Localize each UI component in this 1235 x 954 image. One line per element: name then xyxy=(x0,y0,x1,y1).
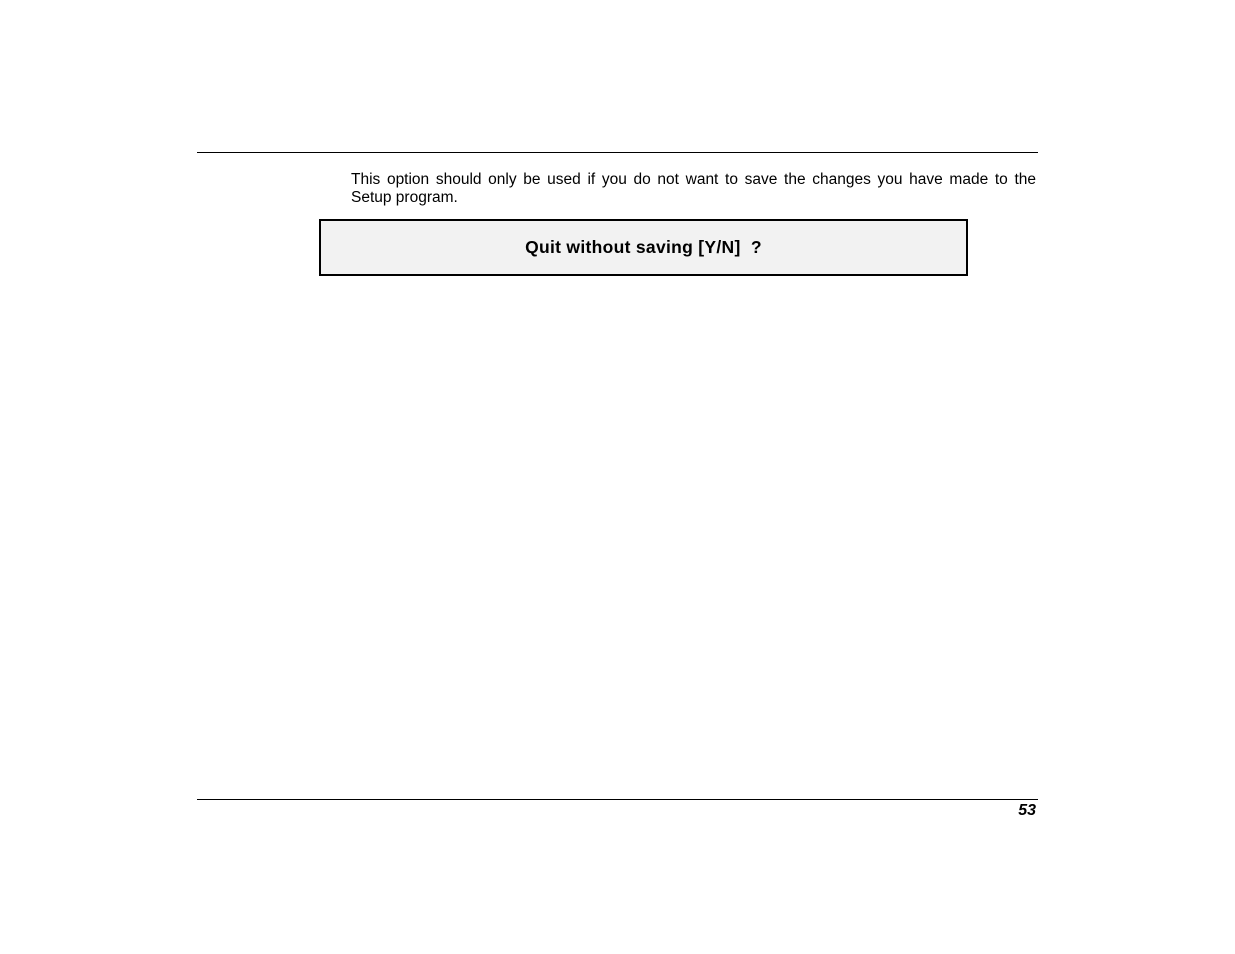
footer-rule xyxy=(197,799,1038,800)
body-paragraph: This option should only be used if you do not want to save the changes you have made to the Setup program. xyxy=(351,171,1036,206)
page-number: 53 xyxy=(1018,802,1036,819)
quit-prompt-box xyxy=(319,219,968,276)
header-rule xyxy=(197,152,1038,153)
quit-prompt-text: Quit without saving [Y/N] ? xyxy=(525,237,762,257)
